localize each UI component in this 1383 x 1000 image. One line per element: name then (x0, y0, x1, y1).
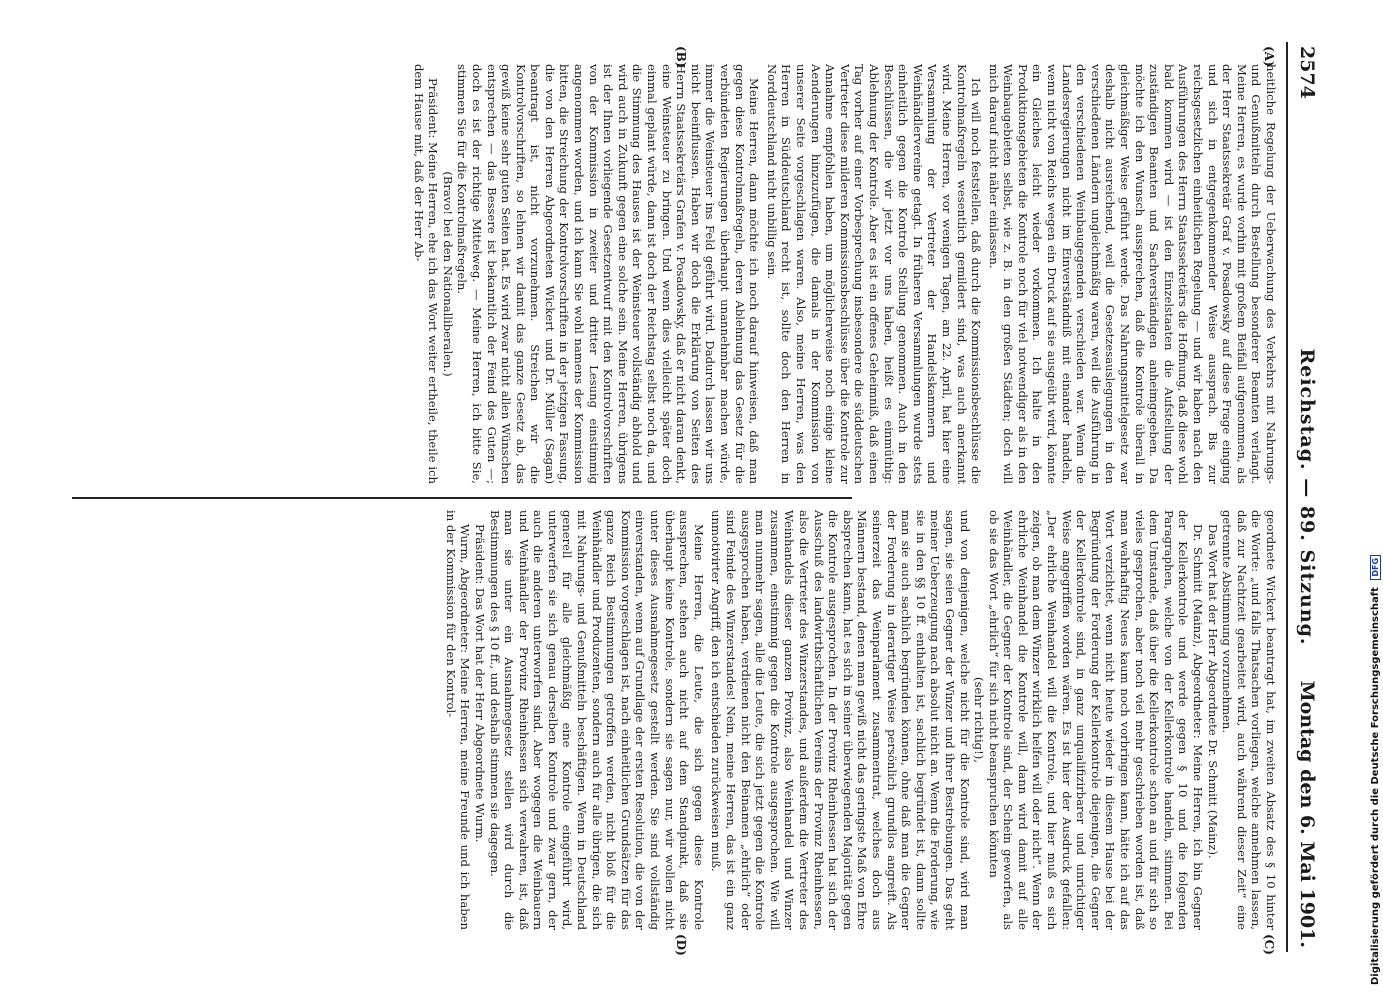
credit-text: Digitalisierung gefördert durch die Deutsche Forschungsgemeinschaft (1370, 587, 1381, 985)
margin-marker-a: (A) (1262, 46, 1276, 67)
right-text-column (70, 510, 1278, 930)
document-page (60, 42, 1322, 956)
session-date: Montag den 6. Mai 1901. (1296, 680, 1318, 948)
margin-marker-b: (B) (674, 46, 688, 68)
margin-marker-c: (C) (1262, 934, 1276, 955)
paragraph: Wurm, Abgeordneter: Meine Herren, meine Freunde und ich haben in der Kommission für den Kontrol- (443, 510, 473, 930)
paragraph: Dr. Schmitt (Mainz), Abgeordneter: Meine Herren, ich bin Gegner der Kellerkontrole und werde gegen § 10 und die folgenden Paragraphen, welche von der Kellerkontrole handeln, stimmen. Bei dem Umstande, daß über die Kellerkontrole schon an und für sich so vieles gesprochen, aber noch viel mehr geschrieben worden ist, daß man wahrhaftig Neues kaum noch vorbringen kann, hätte ich auf das Wort verzichtet, wenn nicht heute wieder in diesem Hause bei der Begründung der Forderung der Kellerkontrole diejenigen, die Gegner der Kellerkontrole sind, in ganz unqualifizirbarer und unrichtiger Weise angegriffen worden wären. Es ist hier der Ausdruck gefallen: „Der ehrliche Weinhandel will die Kontrole, und hier muß es sich zeigen, ob man dem Winzer wirklich helfen will oder nicht“. Wenn der ehrliche Weinhandel die Kontrole will, dann wird damit auf alle Weinhändler, die Gegner der Kontrole sind, der Schein geworfen, als ob sie das Wort „ehrlich“ für sich nicht beanspruchen könnten (986, 510, 1206, 930)
paragraph: Ich will noch feststellen, daß durch die Kommissionsbeschlüsse die Kontrolmaßregeln wesentlich gemildert sind, was auch anerkannt wird. Meine Herren, vor wenigen Tagen, am 22. April, hat hier eine Versammlung der Vertreter der Handelskammern und Weinhändlervereine getagt. In früheren Versammlungen wurde stets einheitlich gegen die Kontrole Stellung genommen. Auch in den Beschlüssen, die wir jetzt vor uns haben, heißt es einmüthig: Ablehnung der Kontrole. Aber es ist ein offenes Geheimniß, daß einen Tag vorher auf einer Vorbesprechung insbesondere die süddeutschen Vertreter diese milderen Kommissionsbeschlüsse über die Kontrole zur Annahme empfohlen haben, um möglicherweise noch einige kleine Aenderungen hinzuzufügen, die damals in der Kommission von unserer Seite vorgeschlagen waren. Also, meine Herren, was den Herren in Süddeutschland recht ist, sollte doch den Herren in Norddeutschland nicht unbillig sein. (764, 64, 984, 484)
paragraph: Das Wort hat der Herr Abgeordnete Dr. Schmitt (Mainz). (1205, 524, 1220, 859)
paragraph: Präsident: Meine Herren, ehe ich das Wort weiter ertheile, theile ich dem Hause mit, daß der Herr Ab- (411, 64, 441, 484)
paragraph: Meine Herren, die Leute, die sich gegen diese Kontrole aussprechen, stehen auch nicht auf dem Standpunkt, daß sie überhaupt keine Kontrole, sondern sie sagen nur, wir wollen nicht unter dieses Ausnahmegesetz gestellt werden. Sie sind vollständig einverstanden, wenn auf Grundlage der ersten Resolution, die von der Kommission vorgeschlagen ist, nach einheitlichen Grundsätzen für das ganze Reich Bestimmungen getroffen werden, nicht bloß für die Weinhändler und Produzenten, sondern auch für alle übrigen, die sich mit Nahrungs- und Genußmitteln beschäftigen. Wenn in Deutschland generell für alle gleichmäßig eine Kontrole eingeführt wird, unterwerfen sie sich genau derselben Kontrole und zwar gern, der auch die anderen unterworfen sind. Aber wogegen die Weinbauern und Weinhändler der Provinz Rheinhessen sich verwahren, ist, daß man sie unter ein Ausnahmegesetz stellen wird durch die Bestimmungen des § 10 ff., und deshalb stimmen sie dagegen. (487, 510, 706, 930)
left-text-column (70, 64, 1278, 484)
interjection: (Bravo! bei den Nationalliberalen.) (440, 171, 455, 377)
margin-marker-d: (D) (674, 934, 688, 956)
paragraph: geordnete Wickert beantragt hat, im zweiten Absatz des § 10 hinter die Worte: „und falls Thatsachen vorliegen, welche annehmen lassen, daß zur Nachtzeit gearbeitet wird, auch während dieser Zeit“ eine getrennte Abstimmung vorzunehmen. (1220, 510, 1278, 930)
paragraph: Präsident: Das Wort hat der Herr Abgeordnete Wurm. (472, 524, 487, 843)
page-title: Reichstag. — 89. Sitzung. (1296, 348, 1318, 646)
paragraph: und von denjenigen, welche nicht für die Kontrole sind, wird man sagen, sie seien Gegner der Winzer und ihrer Bestrebungen. Das geht meiner Ueberzeugung nach absolut nicht an. Wenn die Forderung, wie sie in den §§ 10 ff. enthalten ist, sachlich begründet ist, dann sollte man sie auch sachlich begründen können, ohne daß man die Gegner der Forderung in derartiger Weise persönlich grundlos angreift. Als seinerzeit das Weinparlament zusammentrat, welches doch aus Männern bestand, denen man gewiß nicht das geringste Maß von Ehre absprechen kann, hat es sich in seiner überwiegenden Majorität gegen die Kontrole ausgesprochen. In der Provinz Rheinhessen hat sich der Ausschuß des landwirthschaftlichen Vereins der Provinz Rheinhessen, also die Vertreter des Winzerstandes, und außerdem die Vertreter des Weinhandels dieser ganzen Provinz, also Weinhandel und Winzer zusammen, einstimmig gegen die Kontrole ausgesprochen. Wie will man nunmehr sagen, alle die Leute, die sich jetzt gegen die Kontrole ausgesprochen haben, verdienen nicht den Beinamen „ehrlich“ oder sind Feinde des Winzerstandes! Nein, meine Herren, das ist ein ganz unmotivirter Angriff, den ich entschieden zurückweisen muß. (709, 510, 972, 930)
paragraph: Meine Herren, dann möchte ich noch darauf hinweisen, daß man gegen diese Kontrolmaßregeln, deren Ablehnung das Gesetz für die verbündeten Regierungen überhaupt unannehmbar machen würde, immer die Weinsteuer ins Feld geführt wird. Dadurch lassen wir uns nicht beeinflussen. Haben wir doch die Erklärung von Seiten des Herrn Staatssekretärs Grafen v. Posadowsky, daß er nicht daran denkt, eine Weinsteuer zu bringen. Und wenn dies vielleicht später doch einmal geplant würde, dann ist doch der Reichstag selbst noch da, und die Stimmung des Hauses ist der Weinsteuer vollständig abhold und wird auch in Zukunft gegen eine solche sein. Meine Herren, übrigens ist der Ihnen vorliegende Gesetzentwurf mit den Kontrolvorschriften von der Kommission in zweiter und dritter Lesung einstimmig angenommen worden, und ich kann Sie wohl namens der Kommission bitten, die Streichung der Kontrolvorschriften in der jetzigen Fassung, die von den Herren Abgeordneten Wickert und Dr. Müller (Sagan) beantragt ist, nicht vorzunehmen. Streichen wir die Kontrolvorschriften, so lehnen wir damit das ganze Gesetz ab, das gewiß keine sehr guten Seiten hat. Es wird zwar nicht allen Wünschen entsprechen — das Bessere ist bekanntlich der Feind des Guten —; doch es ist der richtige Mittelweg. — Meine Herren, ich bitte Sie, stimmen Sie für die Kontrolmaßregeln. (455, 64, 762, 484)
page-number: 2574 (1296, 46, 1318, 99)
column-divider (72, 497, 852, 499)
interjection: (sehr richtig!), (972, 677, 987, 763)
page-header (1286, 42, 1322, 952)
dfg-logo: DFG (1370, 555, 1381, 580)
paragraph: heitliche Regelung der Ueberwachung des Verkehrs mit Nahrungs- und Genußmitteln durch Bestellung besonderer Beamten verlangt. Meine Herren, es wurde vorhin mit großem Beifall aufgenommen, als der Herr Staatssekretär Graf v. Posadowsky auf diese Frage einging und sich in entgegenkommender Weise aussprach. Bis zur reichsgesetzlichen einheitlichen Regelung — und wir haben nach den Ausführungen des Herrn Staatssekretärs die Hoffnung, daß diese wohl bald kommen wird — ist den Einzelstaaten die Aufstellung der zuständigen Beamten und Sachverständigen anheimgegeben. Da möchte ich den Wunsch aussprechen, daß die Kontrole überall in gleichmäßiger Weise geführt werde. Das Nahrungsmittelgesetz war deshalb nicht ausreichend, weil die Gesetzesauslegungen in den verschiedenen Ländern ungleichmäßig waren, weil die Ausführung in den verschiedenen Weinbaugegenden verschieden war. Wenn die Landesregierungen nicht im Einverständniß mit einander handeln, wenn nicht von Reichs wegen ein Druck auf sie ausgeübt wird, könnte ein Gleiches leicht wieder vorkommen. Ich halte in den Produktionsgebieten die Kontrole noch für viel notwendiger als in den Weinbaugebieten selbst, wie z. B. in den großen Städten; doch will mich darauf nicht näher einlassen. (986, 64, 1278, 484)
digitization-credit (1370, 555, 1381, 985)
